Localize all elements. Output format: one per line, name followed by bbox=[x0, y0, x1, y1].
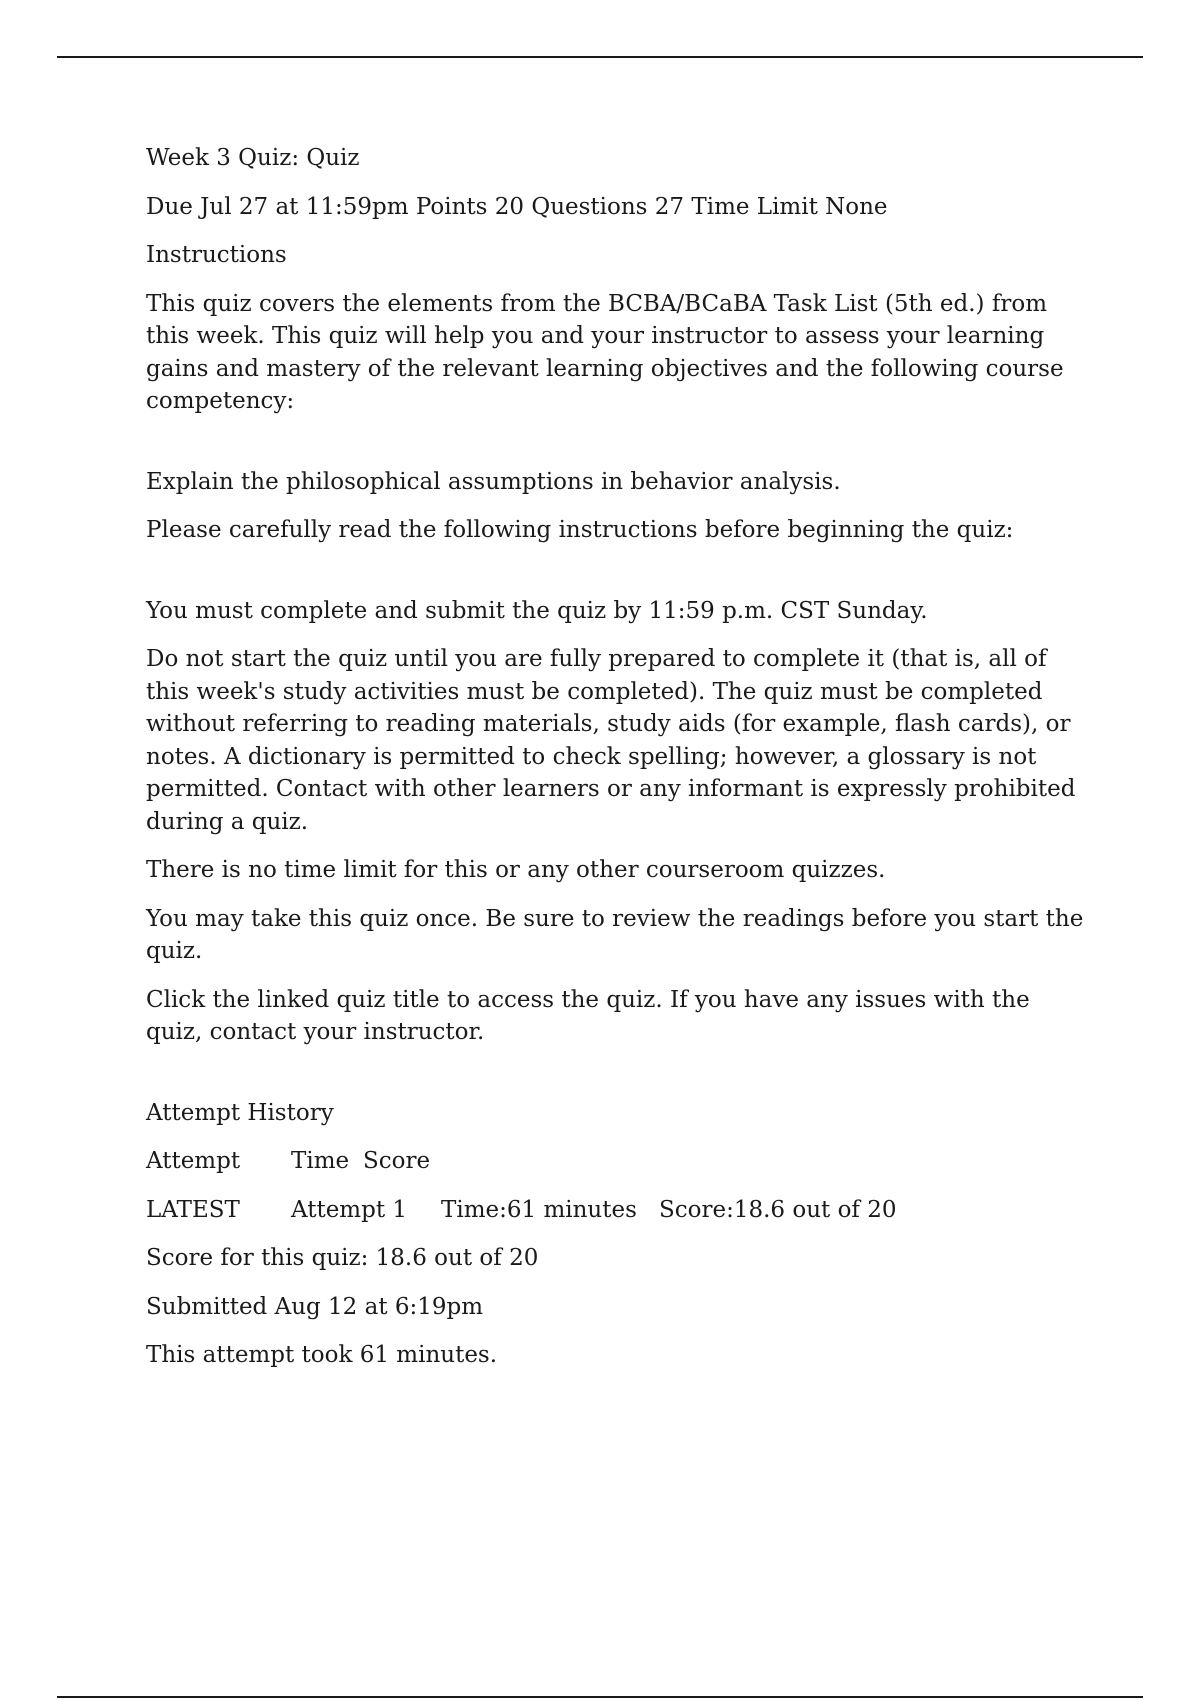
attempt-status: LATEST bbox=[146, 1196, 240, 1223]
instructions-intro: This quiz covers the elements from the BCBA/BCaBA Task List (5th ed.) from this week. This quiz will help you and your instructor to assess your learning gains and mastery of the relevant learning objectives and the following course competency: bbox=[146, 290, 1064, 414]
time-limit-instruction: There is no time limit for this or any other courseroom quizzes. bbox=[146, 857, 886, 883]
quiz-score: Score for this quiz: 18.6 out of 20 bbox=[146, 1245, 539, 1271]
instructions-heading: Instructions bbox=[146, 242, 287, 268]
quiz-title: Week 3 Quiz: Quiz bbox=[146, 145, 360, 171]
column-header-time: Time bbox=[291, 1148, 350, 1174]
attempts-instruction: You may take this quiz once. Be sure to review the readings before you start the quiz. bbox=[146, 905, 1084, 964]
attempt-score: Score:18.6 out of 20 bbox=[659, 1196, 897, 1223]
deadline-instruction: You must complete and submit the quiz by 11:59 p.m. CST Sunday. bbox=[146, 597, 928, 624]
top-divider bbox=[57, 56, 1143, 58]
read-prompt: Please carefully read the following instructions before beginning the quiz: bbox=[146, 517, 1014, 543]
attempt-history-row bbox=[146, 1194, 1086, 1227]
course-competency: Explain the philosophical assumptions in behavior analysis. bbox=[146, 468, 841, 495]
access-instruction: Click the linked quiz title to access the quiz. If you have any issues with the quiz, contact your instructor. bbox=[146, 986, 1030, 1045]
quiz-meta: Due Jul 27 at 11:59pm Points 20 Questions 27 Time Limit None bbox=[146, 193, 888, 220]
attempt-duration: This attempt took 61 minutes. bbox=[146, 1342, 498, 1368]
submitted-date: Submitted Aug 12 at 6:19pm bbox=[146, 1293, 484, 1320]
attempt-link[interactable]: Attempt 1 bbox=[291, 1196, 408, 1223]
attempt-history-header bbox=[146, 1145, 1086, 1178]
preparation-instruction: Do not start the quiz until you are fully prepared to complete it (that is, all of this week's study activities must be completed). The quiz must be completed without referring to reading materials, study aids (for example, flash cards), or notes. A dictionary is permitted to check spelling; however, a glossary is not permitted. Contact with other learners or any informant is expressly prohibited during a quiz. bbox=[146, 646, 1076, 835]
bottom-divider bbox=[57, 1696, 1143, 1698]
attempt-time: Time:61 minutes bbox=[441, 1196, 637, 1223]
column-header-score: Score bbox=[363, 1148, 431, 1174]
column-header-attempt: Attempt bbox=[146, 1148, 241, 1174]
quiz-document bbox=[146, 142, 1086, 1388]
attempt-history-heading: Attempt History bbox=[146, 1099, 334, 1126]
